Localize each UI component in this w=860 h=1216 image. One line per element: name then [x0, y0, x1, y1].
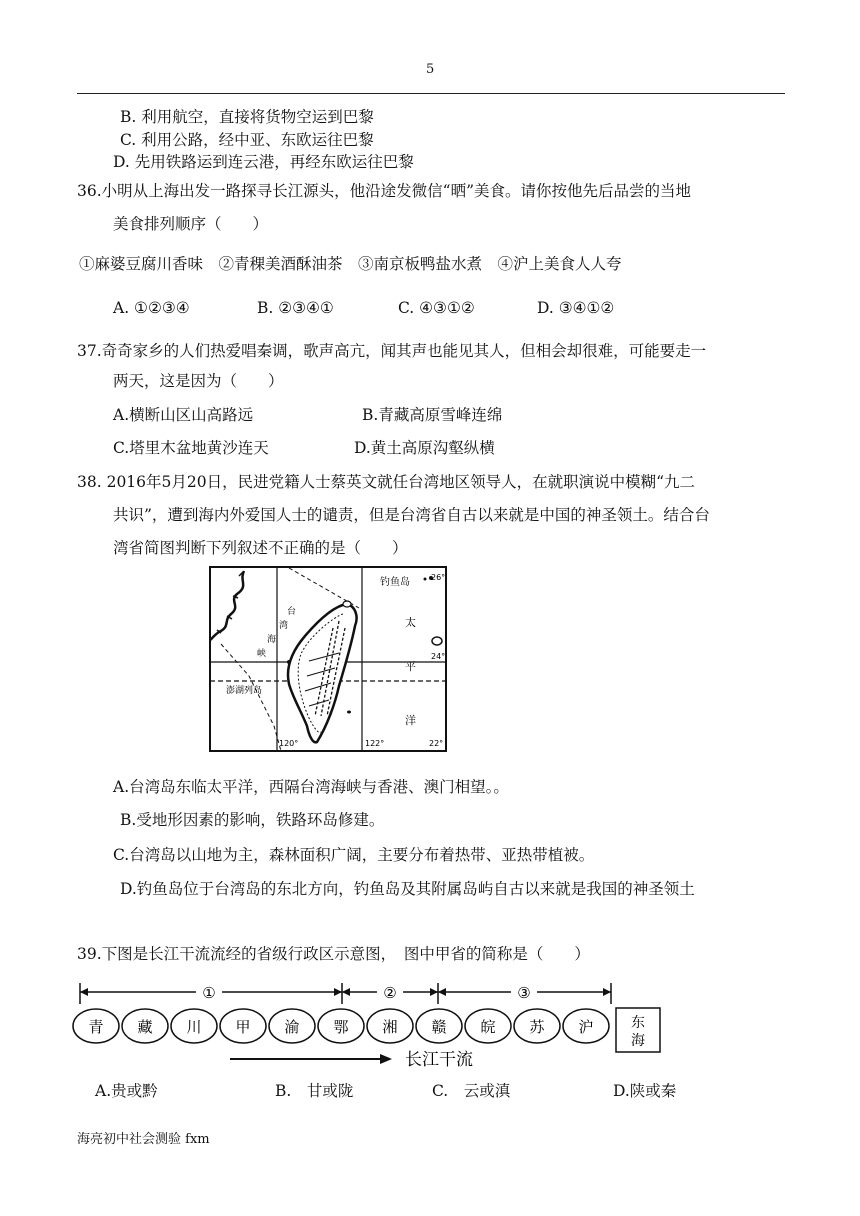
q37-stem-line2: 两天，这是因为（ ） [113, 372, 284, 390]
q37-stem-line1: 37.奇奇家乡的人们热爱唱秦调，歌声高亢，闻其声也能见其人，但相会却很难，可能要走一 [77, 342, 707, 360]
q38-option-a: A.台湾岛东临太平洋，西隔台湾海峡与香港、澳门相望。。 [113, 778, 509, 796]
q37-option-a: A.横断山区山高路远 [113, 406, 254, 424]
map-label-tai: 太 [405, 616, 416, 629]
yangtze-province-diagram [70, 980, 670, 1070]
q38-stem-line1: 38. 2016年5月20日，民进党籍人士蔡英文就任台湾地区领导人，在就职演说中模糊“九二 [77, 473, 696, 491]
q37-option-b: B.青藏高原雪峰连绵 [362, 406, 503, 424]
q36-option-c: C. ④③①② [398, 299, 475, 317]
footer-text: 海亮初中社会测验 fxm [77, 1132, 210, 1147]
q38-option-b: B.受地形因素的影响，铁路环岛修建。 [120, 811, 385, 829]
q36-option-b: B. ②③④① [257, 299, 334, 317]
province-label: 藏 [137, 1018, 153, 1036]
province-label: 皖 [480, 1018, 496, 1036]
q37-option-c: C.塔里木盆地黄沙连天 [113, 439, 269, 457]
q36-items: ①麻婆豆腐川香味 ②青稞美酒酥油茶 ③南京板鸭盐水煮 ④沪上美食人人夸 [79, 255, 622, 273]
map-label-lon120: 120° [279, 739, 299, 748]
section-label-1: ① [202, 984, 216, 1002]
map-label-yang: 洋 [405, 714, 416, 727]
q38-stem-line2: 共识”，遭到海内外爱国人士的谴责，但是台湾省自古以来就是中国的神圣领土。结合台 [113, 506, 710, 524]
q38-stem-line3: 湾省简图判断下列叙述不正确的是（ ） [113, 539, 408, 557]
q36-stem-line1: 36.小明从上海出发一路探寻长江源头，他沿途发微信“晒”美食。请你按他先后品尝的当地 [77, 182, 692, 200]
map-label-diaoyu: 钓鱼岛 [380, 577, 410, 588]
q39-option-b: B. 甘或陇 [275, 1082, 354, 1100]
province-label: 青 [88, 1018, 104, 1036]
section-label-2: ② [383, 984, 397, 1002]
sea-label-1: 东 [631, 1015, 645, 1031]
sea-label-2: 海 [631, 1033, 645, 1049]
q35-option-b: B. 利用航空，直接将货物空运到巴黎 [120, 108, 374, 126]
map-label-lat26: 26° [431, 573, 446, 582]
q39-option-a: A.贵或黔 [95, 1082, 158, 1100]
province-label: 甲 [235, 1018, 251, 1036]
province-label: 湘 [382, 1018, 398, 1036]
map-label-strait-3: 海 [267, 635, 277, 645]
map-label-ping: 平 [405, 660, 416, 673]
taiwan-map [209, 566, 447, 752]
q36-stem-line2: 美食排列顺序（ ） [113, 215, 269, 233]
section-label-3: ③ [517, 984, 531, 1002]
map-label-strait-2: 湾 [279, 621, 289, 631]
q39-option-c: C. 云或滇 [432, 1082, 511, 1100]
map-label-lat24: 24° [431, 652, 446, 661]
map-label-strait-1: 台 [287, 607, 297, 617]
river-label: 长江干流 [405, 1050, 473, 1070]
q37-option-d: D.黄土高原沟壑纵横 [354, 439, 495, 457]
province-label: 苏 [529, 1018, 545, 1036]
province-label: 沪 [578, 1018, 594, 1036]
province-label: 川 [186, 1018, 202, 1036]
q38-option-d: D.钓鱼岛位于台湾岛的东北方向，钓鱼岛及其附属岛屿自古以来就是我国的神圣领土 [120, 880, 695, 898]
province-label: 渝 [284, 1018, 300, 1036]
map-label-lat22: 22° [429, 739, 444, 748]
province-label: 鄂 [333, 1018, 349, 1036]
q36-option-a: A. ①②③④ [113, 299, 190, 317]
q35-option-c: C. 利用公路，经中亚、东欧运往巴黎 [120, 131, 374, 149]
page-number: 5 [426, 62, 435, 77]
map-label-penghu: 澎湖列岛 [226, 686, 263, 696]
q35-option-d: D. 先用铁路运到连云港，再经东欧运往巴黎 [113, 153, 414, 171]
q39-stem: 39.下图是长江干流流经的省级行政区示意图， 图中甲省的简称是（ ） [77, 945, 590, 963]
map-label-strait-4: 峡 [257, 649, 267, 659]
q38-option-c: C.台湾岛以山地为主，森林面积广阔，主要分布着热带、亚热带植被。 [113, 846, 595, 864]
q36-option-d: D. ③④①② [537, 299, 615, 317]
province-label: 赣 [431, 1018, 447, 1036]
map-label-lon122: 122° [365, 739, 385, 748]
q39-option-d: D.陕或秦 [613, 1082, 677, 1100]
header-rule [77, 93, 785, 94]
